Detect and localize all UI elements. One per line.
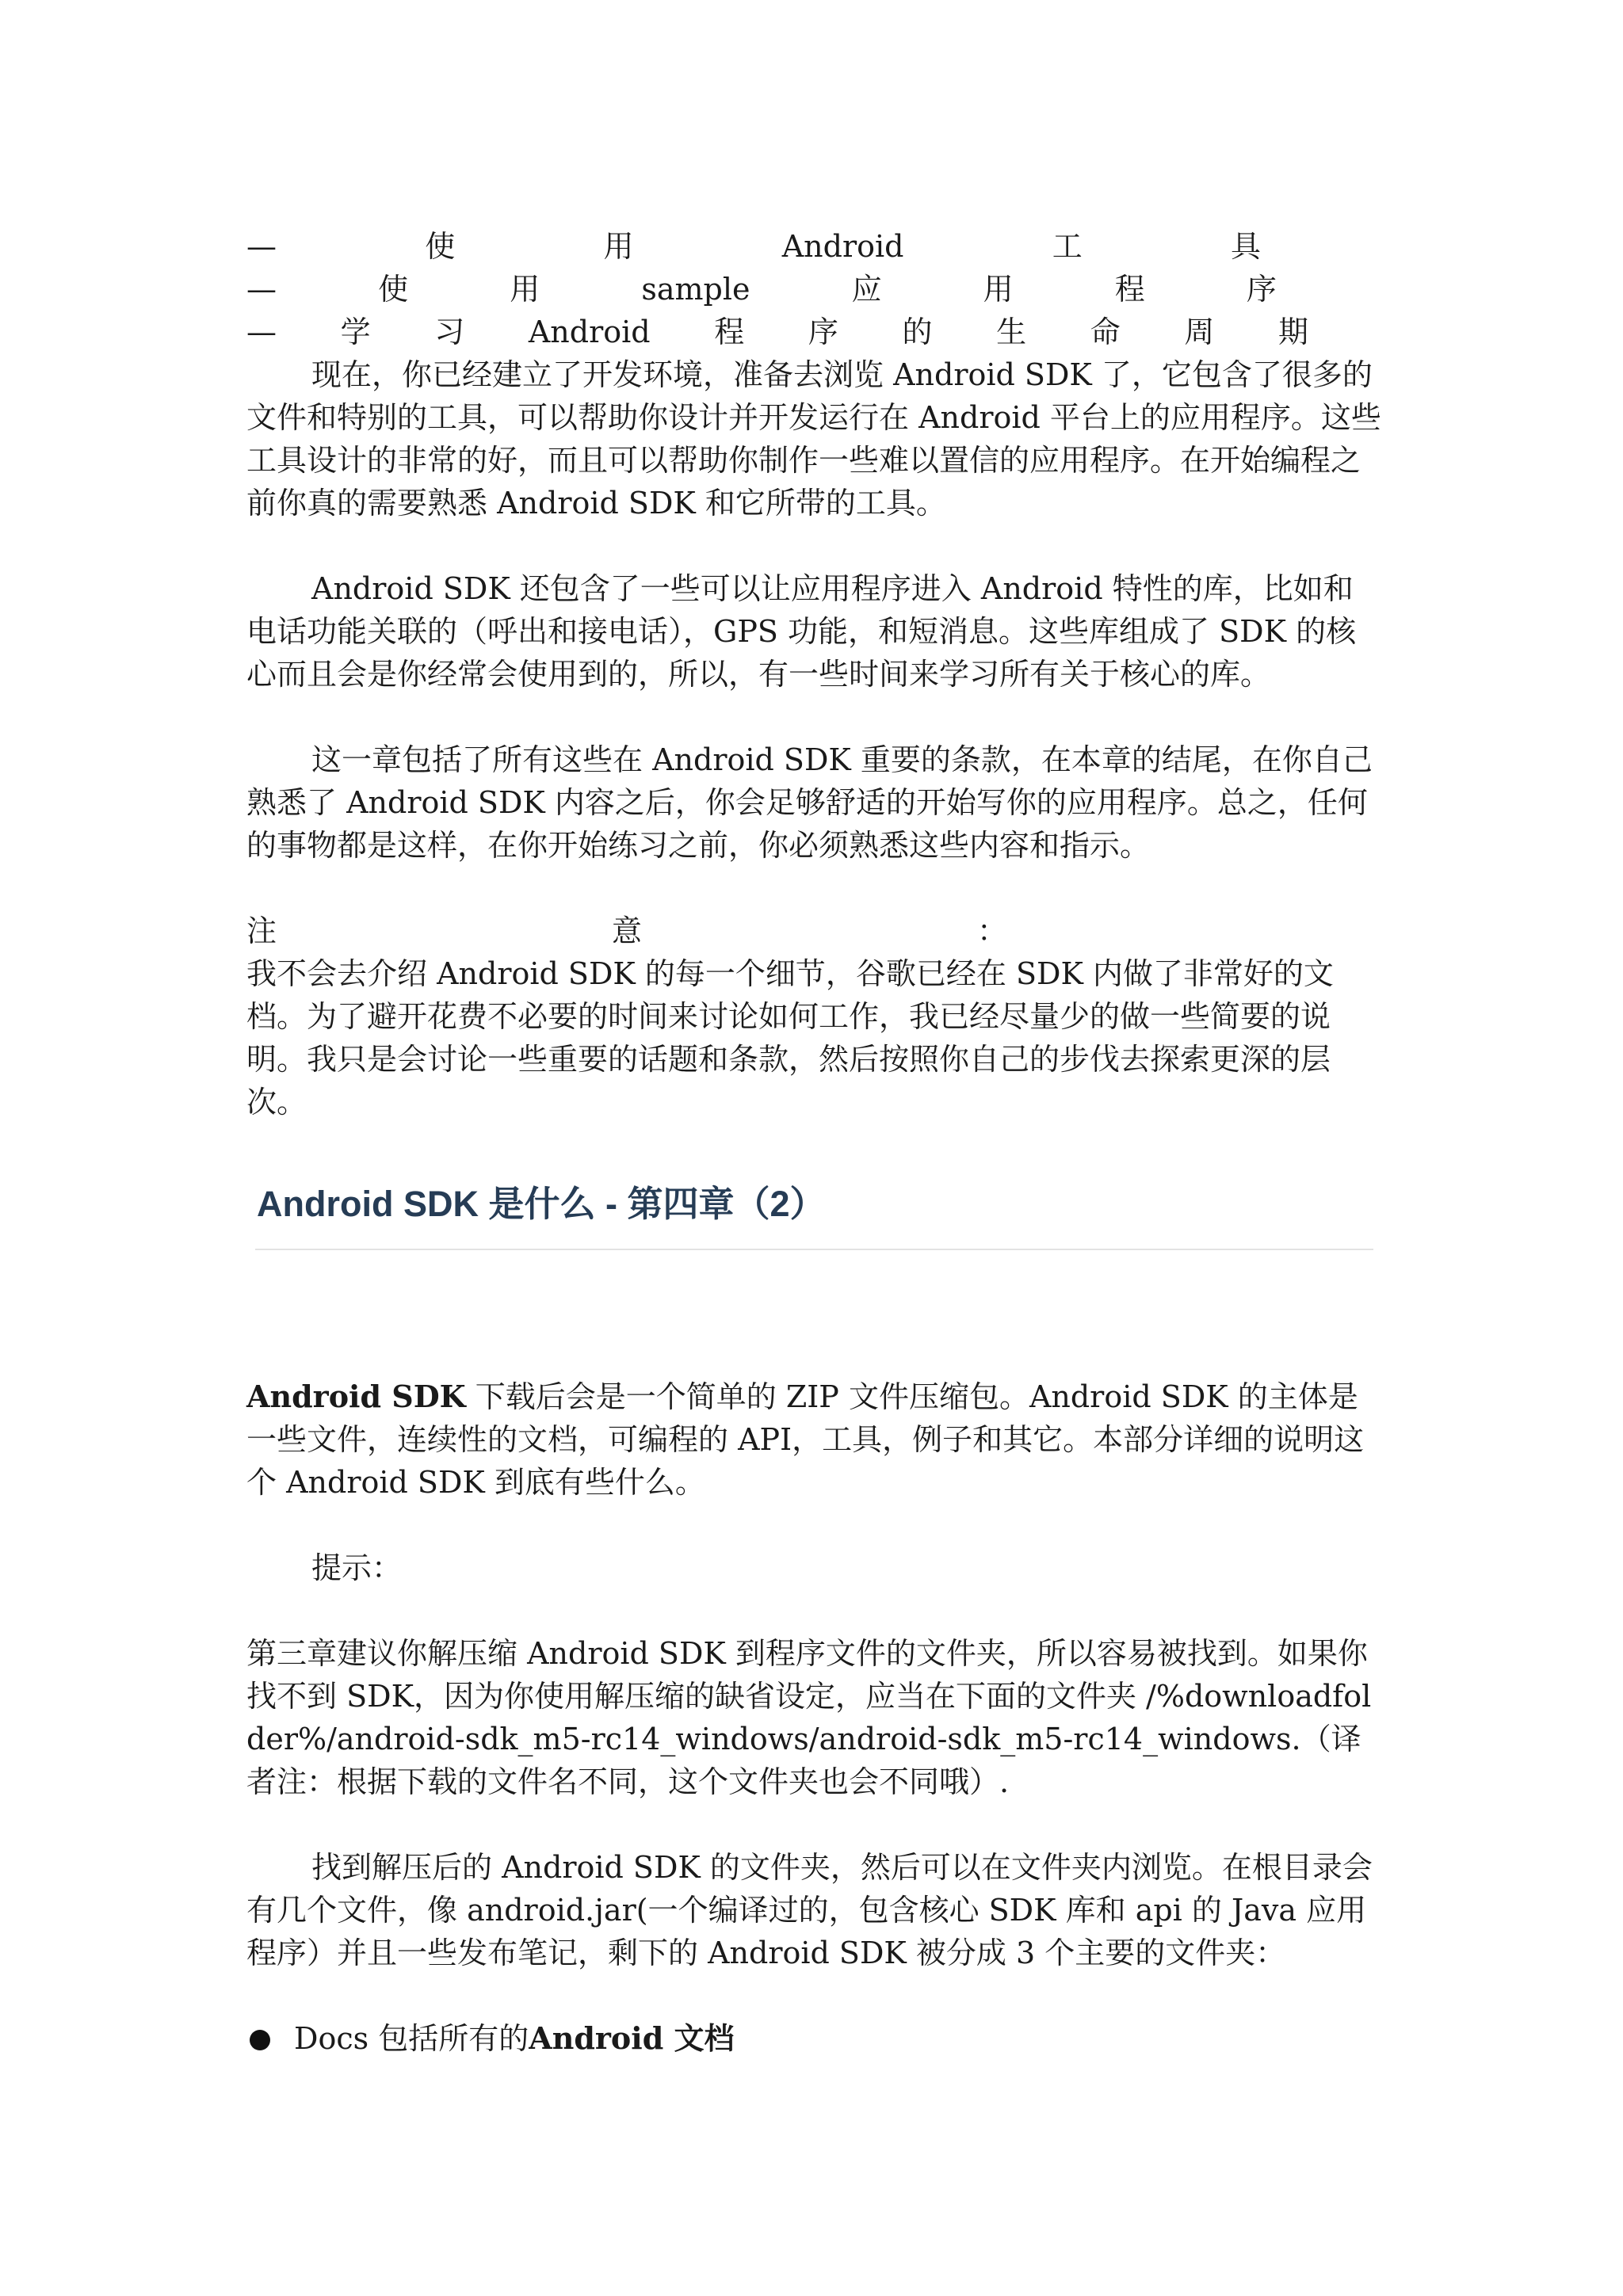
toc-word: Android bbox=[781, 229, 904, 264]
toc-word: Android bbox=[528, 315, 651, 349]
toc-word: 用 bbox=[603, 229, 634, 264]
toc-word: 用 bbox=[510, 272, 540, 307]
toc-word: 周 bbox=[1184, 315, 1215, 349]
toc-word: 程 bbox=[714, 315, 745, 349]
paragraph-note: 我不会去介绍 Android SDK 的每一个细节，谷歌已经在 SDK 内做了非常好的文档。为了避开花费不必要的时间来讨论如何工作，我已经尽量少的做一些简要的说明。我只是会讨论一些重要的话题和条款，然后按照你自己的步伐去探索更深的层次。 bbox=[246, 956, 1334, 1119]
toc-line-2 bbox=[246, 268, 1277, 311]
toc-word: — bbox=[246, 229, 277, 264]
toc-word: 序 bbox=[1246, 272, 1277, 307]
toc-word: 具 bbox=[1230, 229, 1261, 264]
toc-word: 使 bbox=[425, 229, 456, 264]
toc-line-1 bbox=[246, 225, 1261, 268]
toc-word: 命 bbox=[1090, 315, 1121, 349]
toc-word: 使 bbox=[378, 272, 409, 307]
paragraph-sdk-overview bbox=[246, 1375, 1381, 1504]
bullet-icon bbox=[250, 2030, 270, 2050]
toc-word: — bbox=[246, 272, 277, 307]
toc-word: 用 bbox=[983, 272, 1014, 307]
toc-word: 的 bbox=[902, 315, 933, 349]
heading-divider bbox=[255, 1249, 1373, 1250]
toc-word: — bbox=[246, 315, 277, 349]
paragraph-intro: 现在，你已经建立了开发环境，准备去浏览 Android SDK 了，它包含了很多的文件和特别的工具，可以帮助你设计并开发运行在 Android 平台上的应用程序。这些工具设计的非常的好，而且可以帮助你制作一些难以置信的应用程序。在开始编程之前你真的需要熟悉 Android SDK 和它所带的工具。 bbox=[246, 357, 1381, 521]
bullet-text: Docs 包括所有的 bbox=[294, 2021, 529, 2056]
toc-line-3 bbox=[246, 311, 1308, 353]
paragraph-folder-structure: 找到解压后的 Android SDK 的文件夹，然后可以在文件夹内浏览。在根目录会有几个文件，像 android.jar(一个编译过的，包含核心 SDK 库和 api 的 Java 应用程序）并且一些发布笔记，剩下的 Android SDK 被分成 3 个主要的文件夹： bbox=[246, 1850, 1373, 1970]
note-char: 意 bbox=[611, 913, 642, 948]
sdk-bold-term: Android SDK bbox=[246, 1379, 466, 1414]
toc-word: 生 bbox=[996, 315, 1027, 349]
toc-word: sample bbox=[641, 272, 750, 307]
toc-word: 序 bbox=[808, 315, 838, 349]
paragraph-tip-body: 第三章建议你解压缩 Android SDK 到程序文件的文件夹，所以容易被找到。如果你找不到 SDK，因为你使用解压缩的缺省设定，应当在下面的文件夹 /%downloadfolder%/android-sdk_m5-rc14_windows/android-sdk_m5-rc14_windows.（译者注：根据下载的文件名不同，这个文件夹也会不同哦）. bbox=[246, 1636, 1372, 1799]
note-char: 注 bbox=[246, 913, 277, 948]
toc-word: 习 bbox=[434, 315, 465, 349]
note-char: ： bbox=[976, 913, 1007, 948]
toc-word: 学 bbox=[340, 315, 371, 349]
paragraph-chapter-scope: 这一章包括了所有这些在 Android SDK 重要的条款，在本章的结尾，在你自己熟悉了 Android SDK 内容之后，你会足够舒适的开始写你的应用程序。总之，任何的事物都是这样，在你开始练习之前，你必须熟悉这些内容和指示。 bbox=[246, 742, 1373, 863]
section-heading: Android SDK 是什么 - 第四章（2） bbox=[257, 1184, 826, 1224]
toc-word: 期 bbox=[1277, 315, 1308, 349]
toc-word: 应 bbox=[851, 272, 882, 307]
paragraph-tip-label: 提示： bbox=[311, 1550, 403, 1585]
paragraph-libraries: Android SDK 还包含了一些可以让应用程序进入 Android 特性的库，比如和电话功能关联的（呼出和接电话），GPS 功能，和短消息。这些库组成了 SDK 的核心而且会是你经常会使用到的，所以，有一些时间来学习所有关于核心的库。 bbox=[246, 571, 1357, 692]
note-label bbox=[246, 910, 1007, 952]
toc-word: 程 bbox=[1114, 272, 1145, 307]
toc-word: 工 bbox=[1052, 229, 1083, 264]
bullet-text-bold: Android 文档 bbox=[529, 2020, 735, 2056]
bullet-list-item bbox=[250, 2017, 735, 2060]
sdk-overview-text: 下载后会是一个简单的 ZIP 文件压缩包。Android SDK 的主体是一些文件，连续性的文档，可编程的 API，工具，例子和其它。本部分详细的说明这个 Android SDK 到底有些什么。 bbox=[246, 1379, 1365, 1500]
